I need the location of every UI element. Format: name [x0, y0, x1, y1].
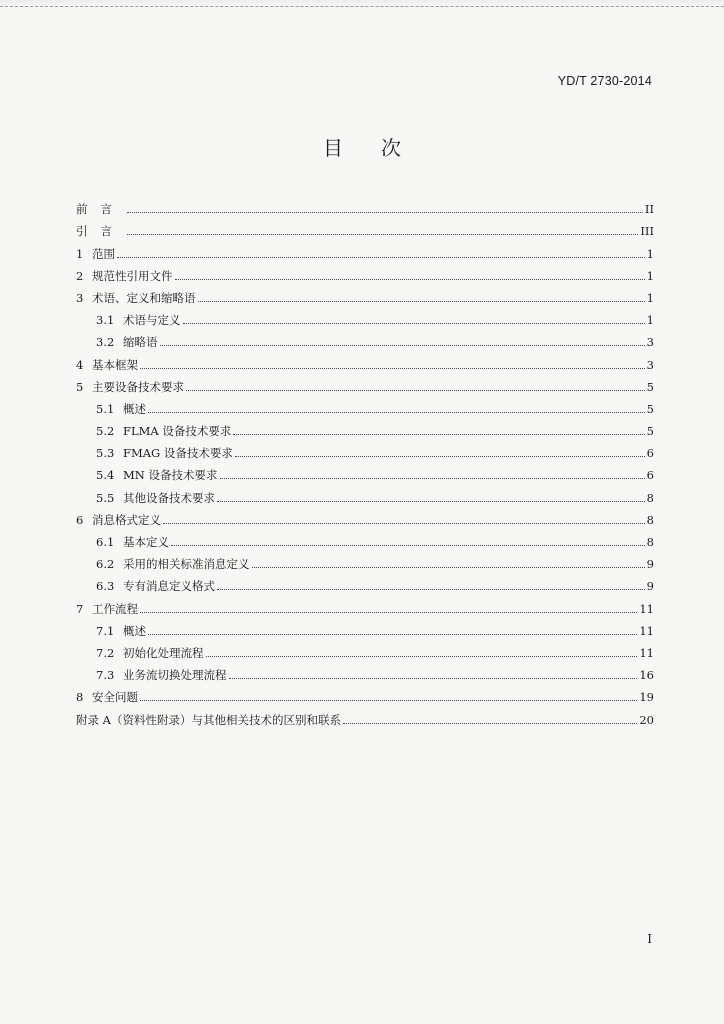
toc-entry-label: FLMA 设备技术要求: [123, 424, 232, 439]
toc-title: [0, 132, 724, 161]
toc-entry-number: 3.2: [96, 335, 115, 350]
toc-entry[interactable]: [76, 617, 654, 639]
toc-leader-dots: [163, 523, 645, 524]
toc-entry-label: 术语、定义和缩略语: [92, 290, 196, 305]
toc-entry-page: 11: [639, 645, 654, 660]
toc-entry-label: 基本定义: [123, 535, 169, 549]
toc-entry[interactable]: [76, 239, 654, 261]
toc-entry[interactable]: [76, 439, 654, 461]
toc-entry-number: 1: [76, 246, 84, 261]
toc-entry-label: 专有消息定义格式: [123, 579, 215, 594]
toc-entry-number: 5.4: [96, 468, 115, 483]
toc-entry-page: 8: [646, 512, 654, 527]
toc-entry-page: 8: [646, 490, 654, 505]
toc-entry-label: 基本框架: [92, 357, 138, 372]
toc-entry-label: MN 设备技术要求: [123, 468, 218, 483]
toc-entry-page: 6: [646, 468, 654, 483]
toc-entry[interactable]: [76, 594, 654, 616]
toc-entry-label: 采用的相关标准消息定义: [123, 557, 250, 572]
toc-entry[interactable]: [76, 262, 654, 284]
toc-entry-number: 7.1: [96, 623, 115, 638]
toc-leader-dots: [148, 412, 645, 413]
toc-entry-label: 业务流切换处理流程: [123, 668, 227, 683]
toc-entry-page: II: [644, 202, 654, 217]
toc-entry-label: 工作流程: [92, 601, 138, 616]
toc-leader-dots: [252, 567, 645, 568]
toc-entry-page: 9: [646, 557, 654, 572]
document-code: YD/T 2730-2014: [557, 74, 652, 88]
toc-entry-page: 16: [639, 668, 654, 683]
toc-leader-dots: [127, 212, 643, 213]
toc-entry-page: 1: [646, 290, 654, 305]
toc-entry-page: 1: [646, 268, 654, 283]
toc-entry-page: 11: [639, 623, 654, 638]
toc-leader-dots: [343, 723, 637, 724]
toc-entry-label: 主要设备技术要求: [92, 379, 184, 394]
toc-entry-label: 规范性引用文件: [92, 268, 173, 283]
toc-entry[interactable]: [76, 705, 654, 727]
toc-entry[interactable]: [76, 350, 654, 372]
toc-entry-label: 缩略语: [123, 335, 158, 350]
toc-leader-dots: [186, 390, 645, 391]
toc-entry[interactable]: [76, 373, 654, 395]
toc-entry-number: 6.2: [96, 557, 115, 572]
toc-leader-dots: [220, 478, 645, 479]
toc-entry-number: 4: [76, 357, 84, 372]
toc-entry[interactable]: [76, 195, 654, 217]
toc-title-char-2: 次: [381, 136, 401, 160]
toc-entry-number: 3.1: [96, 313, 115, 328]
table-of-contents: [76, 195, 654, 728]
toc-leader-dots: [117, 257, 645, 258]
toc-entry-number: 2: [76, 268, 84, 283]
toc-leader-dots: [140, 368, 645, 369]
toc-leader-dots: [217, 501, 645, 502]
toc-entry-page: 1: [646, 246, 654, 261]
toc-entry[interactable]: [76, 328, 654, 350]
toc-entry-number: 6.3: [96, 579, 115, 594]
toc-entry-page: 5: [646, 424, 654, 439]
toc-leader-dots: [140, 612, 637, 613]
toc-leader-dots: [229, 678, 638, 679]
toc-entry[interactable]: [76, 506, 654, 528]
toc-leader-dots: [175, 279, 645, 280]
toc-entry-number: 6.1: [96, 535, 115, 549]
toc-entry[interactable]: [76, 417, 654, 439]
toc-leader-dots: [127, 234, 638, 235]
toc-leader-dots: [206, 656, 638, 657]
toc-entry-label: 前言: [76, 202, 125, 217]
toc-entry-page: 3: [646, 335, 654, 350]
toc-entry-page: 3: [646, 357, 654, 372]
toc-leader-dots: [233, 434, 644, 435]
toc-entry-label: 安全问题: [92, 690, 138, 705]
toc-entry[interactable]: [76, 683, 654, 705]
toc-entry[interactable]: [76, 550, 654, 572]
toc-entry-label: 概述: [123, 401, 146, 416]
toc-entry[interactable]: [76, 395, 654, 417]
toc-entry-label: 引言: [76, 224, 125, 239]
toc-entry-number: 3: [76, 290, 84, 305]
toc-leader-dots: [235, 456, 645, 457]
toc-entry-page: III: [640, 224, 654, 239]
toc-entry-number: 8: [76, 690, 84, 705]
toc-leader-dots: [198, 301, 645, 302]
toc-leader-dots: [183, 323, 645, 324]
toc-entry-label: 附录 A（资料性附录）与其他相关技术的区别和联系: [76, 712, 341, 727]
toc-leader-dots: [140, 700, 637, 701]
toc-entry[interactable]: [76, 639, 654, 661]
toc-entry-label: 消息格式定义: [92, 512, 161, 527]
toc-entry-page: 20: [639, 712, 654, 727]
toc-entry[interactable]: [76, 217, 654, 239]
toc-entry[interactable]: [76, 461, 654, 483]
toc-entry-page: 5: [646, 379, 654, 394]
toc-entry-page: 1: [646, 313, 654, 328]
toc-entry-label: FMAG 设备技术要求: [123, 446, 233, 461]
toc-entry-page: 6: [646, 446, 654, 461]
toc-entry-number: 7: [76, 601, 84, 616]
toc-entry-number: 7.2: [96, 645, 115, 660]
page-number: I: [647, 932, 652, 946]
toc-title-char-1: 目: [323, 136, 343, 160]
toc-entry[interactable]: [76, 661, 654, 683]
toc-leader-dots: [217, 589, 645, 590]
toc-entry-page: 19: [639, 690, 654, 705]
toc-entry-number: 5.5: [96, 490, 115, 505]
toc-entry[interactable]: [76, 306, 654, 328]
toc-leader-dots: [148, 634, 637, 635]
toc-entry[interactable]: [76, 483, 654, 505]
toc-entry[interactable]: [76, 528, 654, 550]
toc-leader-dots: [160, 345, 645, 346]
toc-leader-dots: [171, 545, 645, 546]
toc-entry-number: 5.3: [96, 446, 115, 461]
toc-entry[interactable]: [76, 572, 654, 594]
toc-entry-label: 术语与定义: [123, 313, 181, 328]
toc-entry-page: 11: [639, 601, 654, 616]
toc-entry-page: 5: [646, 401, 654, 416]
scan-edge: [0, 0, 724, 7]
toc-entry-page: 9: [646, 579, 654, 594]
toc-entry-number: 5: [76, 379, 84, 394]
toc-entry-page: 8: [646, 535, 654, 549]
toc-entry-label: 概述: [123, 623, 146, 638]
toc-entry-label: 其他设备技术要求: [123, 490, 215, 505]
toc-entry-number: 6: [76, 512, 84, 527]
toc-entry-number: 5.1: [96, 401, 115, 416]
toc-entry-number: 5.2: [96, 424, 115, 439]
toc-entry-number: 7.3: [96, 668, 115, 683]
toc-entry[interactable]: [76, 284, 654, 306]
toc-entry-label: 范围: [92, 246, 115, 261]
toc-entry-label: 初始化处理流程: [123, 645, 204, 660]
